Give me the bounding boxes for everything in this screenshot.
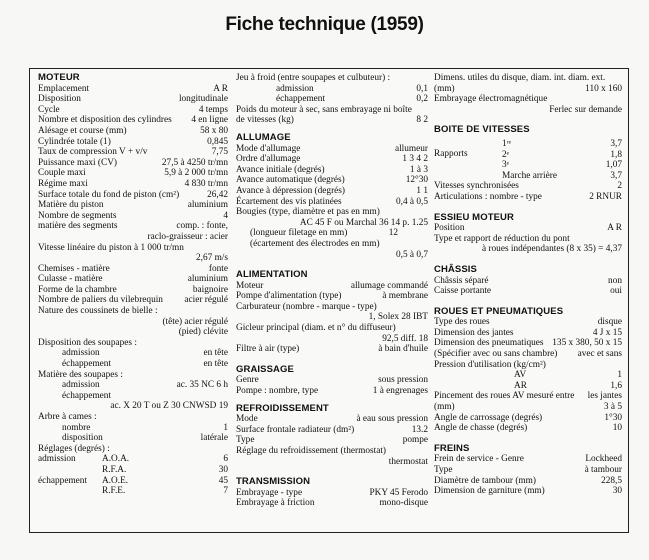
spec-row: Nombre de segments 4	[38, 210, 228, 221]
spec-row: Emplacement A R	[38, 83, 228, 94]
spec-label: Rapports	[434, 148, 468, 159]
spec-value: à roues indépendantes (8 x 35) = 4,37	[481, 244, 622, 255]
spec-row: Filtre à air (type) à bain d'huile	[236, 344, 428, 355]
spec-label: Pression d'utilisation (kg/cm²)	[434, 359, 546, 370]
section-title-boite: BOITE DE VITESSES	[434, 124, 530, 136]
spec-row: Angle de chasse (degrés) 10	[434, 423, 622, 434]
spec-row: Chemises - matière fonte	[38, 263, 228, 274]
spec-row: Régime maxi 4 830 tr/mn	[38, 178, 228, 189]
spec-row: Avance initiale (degrés) 1 à 3	[236, 164, 428, 175]
spec-row: (Spécifier avec ou sans chambre) avec et sans	[434, 349, 622, 360]
spec-row: AR 1,6	[514, 380, 622, 391]
spec-row: Cycle 4 temps	[38, 104, 228, 115]
spec-row: Dimension de garniture (mm) 30	[434, 486, 622, 497]
spec-label: (écartement des électrodes en mm)	[250, 238, 380, 249]
spec-row: Dimension des jantes 4 J x 15	[434, 327, 622, 338]
section-title-alimentation: ALIMENTATION	[236, 269, 308, 281]
spec-label: Poids du moteur à sec, sans embrayage ni boîte	[236, 104, 412, 115]
spec-row: admission en tête	[62, 348, 228, 359]
spec-row: Marche arrière 3,7	[502, 170, 622, 181]
section-title-allumage: ALLUMAGE	[236, 131, 291, 143]
spec-label: Carburateur (nombre - marque - type)	[236, 301, 377, 312]
spec-row: matière des segments comp. : fonte,	[38, 221, 228, 232]
spec-value: ac. X 20 T ou Z 30 CNWSD 19	[110, 401, 228, 412]
section-title-essieu: ESSIEU MOTEUR	[434, 211, 514, 223]
spec-row: Forme de la chambre baignoire	[38, 284, 228, 295]
spec-row: Avance à dépression (degrés) 1 1	[236, 185, 428, 196]
spec-row: Embrayage - type PKY 45 Ferodo	[236, 487, 428, 498]
section-title-transmission: TRANSMISSION	[236, 476, 311, 488]
spec-row: Ordre d'allumage 1 3 4 2	[236, 154, 428, 165]
spec-table	[29, 68, 629, 533]
spec-row: Surface frontale radiateur (dm²) 13.2	[236, 424, 428, 435]
spec-value: (tête) acier régulé	[162, 316, 228, 327]
spec-row: Châssis séparé non	[434, 275, 622, 286]
page-title: Fiche technique (1959)	[225, 14, 424, 35]
spec-row: Taux de compression V + v/v 7,75	[38, 147, 228, 158]
spec-label: Arbre à cames :	[38, 412, 97, 422]
section-title-moteur: MOTEUR	[38, 72, 80, 83]
spec-label: Vitesse linéaire du piston à 1 000 tr/mn	[38, 242, 184, 253]
spec-row: Mode d'allumage allumeur	[236, 143, 428, 154]
spec-row: Genre sous pression	[236, 375, 428, 386]
spec-value: Ferlec sur demande	[549, 104, 622, 115]
spec-row: Moteur allumage commandé	[236, 280, 428, 291]
spec-label: Gicleur principal (diam. et n° du diffuseur)	[236, 323, 396, 334]
section-title-refroidissement: REFROIDISSEMENT	[236, 402, 329, 414]
spec-row: Surface totale du fond de piston (cm²) 26,42	[38, 189, 228, 200]
spec-row: Frein de service - Genre Lockheed	[434, 454, 622, 465]
spec-row: Caisse portante oui	[434, 286, 622, 297]
spec-row: (mm) 110 x 160	[434, 83, 622, 94]
spec-row: AV 1	[514, 370, 622, 381]
spec-value: thermostat	[388, 456, 428, 467]
spec-label: Disposition des soupapes :	[38, 337, 137, 348]
spec-row: (longueur filetage en mm) 12	[250, 228, 398, 239]
spec-row: Avance automatique (degrés) 12°30	[236, 175, 428, 186]
column-allumage	[236, 73, 428, 509]
spec-label: Nature des coussinets de bielle :	[38, 306, 158, 317]
spec-row: Type à tambour	[434, 465, 622, 475]
spec-row: Disposition longitudinale	[38, 94, 228, 105]
spec-value: 92,5 diff. 18	[382, 333, 428, 344]
section-title-chassis: CHÂSSIS	[434, 263, 477, 275]
spec-row: Type des roues disque	[434, 317, 622, 328]
spec-value: (pied) clévite	[178, 327, 228, 338]
spec-row: échappement A.O.E. 45	[38, 475, 228, 486]
spec-row: Position A R	[434, 223, 622, 234]
section-title-graissage: GRAISSAGE	[236, 363, 294, 375]
spec-row: Culasse - matière aluminium	[38, 274, 228, 285]
spec-value: AC 45 F ou Marchal 36 14 p. 1.25	[299, 217, 428, 228]
spec-row: Nombre de paliers du vilebrequin acier régulé	[38, 295, 228, 306]
spec-row: disposition latérale	[62, 433, 228, 444]
spec-row: Pincement des roues AV mesuré entre les jantes	[434, 391, 622, 402]
spec-row: échappement en tête	[62, 359, 228, 370]
spec-row: Diamètre de tambour (mm) 228,5	[434, 475, 622, 486]
spec-row: admission ac. 35 NC 6 h	[62, 380, 228, 391]
spec-row: Articulations : nombre - type 2 RNUR	[434, 191, 622, 202]
spec-label: Embrayage électromagnétique	[434, 94, 548, 105]
rapports-block	[434, 139, 622, 181]
spec-label: Type et rapport de réduction du pont	[434, 233, 570, 244]
spec-row: R.F.E. 7	[102, 486, 228, 497]
spec-row: 3ᵉ 1,07	[502, 160, 622, 171]
section-title-freins: FREINS	[434, 442, 470, 454]
spec-label: Jeu à froid (entre soupapes et culbuteur) :	[236, 73, 391, 83]
spec-row: Angle de carrossage (degrés) 1°30	[434, 412, 622, 423]
spec-row: Pompe : nombre, type 1 à engrenages	[236, 386, 428, 397]
spec-row: (mm) 3 à 5	[434, 402, 622, 413]
spec-row: nombre 1	[62, 422, 228, 433]
column-moteur	[38, 73, 228, 497]
spec-row: admission A.O.A. 6	[38, 454, 228, 465]
spec-label: Réglage du refroidissement (thermostat)	[236, 446, 386, 456]
spec-label: Bougies (type, diamètre et pas en mm)	[236, 207, 380, 218]
spec-row: Puissance maxi (CV) 27,5 à 4250 tr/mn	[38, 157, 228, 168]
spec-row: admission 0,1	[276, 83, 428, 94]
spec-value: 1, Solex 28 IBT	[368, 312, 428, 323]
spec-value: raclo-graisseur : acier	[147, 231, 228, 242]
spec-label: Réglages (degrés) :	[38, 443, 110, 454]
spec-label: Dimens. utiles du disque, diam. int. diam. ext.	[434, 73, 606, 83]
section-title-roues: ROUES ET PNEUMATIQUES	[434, 305, 564, 317]
spec-row: Type pompe	[236, 435, 428, 446]
spec-row: 1ʳᵉ 3,7	[502, 138, 622, 149]
spec-row: Nombre et disposition des cylindres 4 en ligne	[38, 115, 228, 126]
spec-row: R.F.A. 30	[102, 464, 228, 475]
spec-row: 2ᵉ 1,8	[502, 149, 622, 160]
spec-row: Matière du piston aluminium	[38, 200, 228, 211]
column-boite	[434, 73, 622, 497]
spec-value: 2,67 m/s	[195, 253, 228, 264]
spec-label: Matière des soupapes :	[38, 369, 123, 380]
spec-row: Mode à eau sous pression	[236, 414, 428, 425]
spec-value: 0,5 à 0,7	[395, 249, 428, 260]
spec-row: Dimension des pneumatiques 135 x 380, 50 x 15	[434, 338, 622, 349]
spec-row: Embrayage à friction mono-disque	[236, 498, 428, 509]
spec-row: Alésage et course (mm) 58 x 80	[38, 125, 228, 136]
spec-row: Écartement des vis platinées 0,4 à 0,5	[236, 196, 428, 207]
spec-row: Vitesses synchronisées 2	[434, 181, 622, 192]
spec-label: échappement	[62, 390, 112, 401]
spec-row: Cylindrée totale (1) 0,845	[38, 136, 228, 147]
spec-row: échappement 0,2	[276, 94, 428, 105]
spec-row: Couple maxi 5,9 à 2 000 tr/mn	[38, 168, 228, 179]
spec-row: de vitesses (kg) 8 2	[236, 115, 428, 126]
spec-row: Pompe d'alimentation (type) à membrane	[236, 291, 428, 302]
